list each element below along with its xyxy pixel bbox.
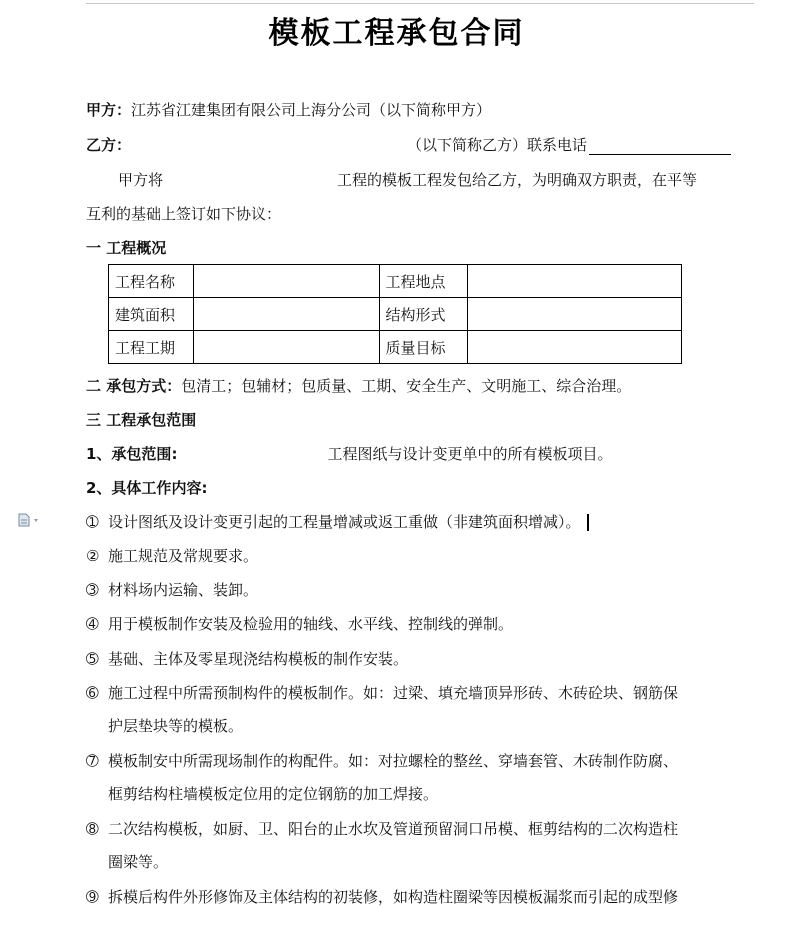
item-text: 模板制安中所需现场制作的构配件。如：对拉螺栓的整丝、穿墙套管、木砖制作防腐、 (108, 752, 679, 770)
header-rule (86, 3, 754, 4)
item-text: 施工规范及常规要求。 (108, 547, 259, 565)
cell-label: 结构形式 (379, 298, 468, 331)
table-row (109, 331, 682, 364)
scope-text: 工程图纸与设计变更单中的所有模板项目。 (327, 445, 613, 463)
section-1-heading: 一 工程概况 (86, 239, 167, 257)
list-item (86, 512, 589, 532)
work-content-label: 2、具体工作内容: (86, 479, 208, 497)
cell-value (193, 298, 379, 331)
cell-value (468, 331, 682, 364)
list-item-continuation: 框剪结构柱墙模板定位用的定位钢筋的加工焊接。 (108, 785, 439, 803)
list-item (86, 649, 408, 669)
item-number: ➅ (86, 684, 99, 702)
party-a-label: 甲方： (86, 101, 132, 119)
party-b-line (86, 135, 731, 155)
table-row (109, 298, 682, 331)
item-text: 设计图纸及设计变更引起的工程量增减或返工重做（非建筑面积增减）。 (108, 513, 581, 531)
item-number: ② (86, 547, 100, 565)
item-number: ➄ (86, 650, 99, 668)
cell-value (193, 265, 379, 298)
party-b-label: 乙方： (86, 136, 132, 154)
cell-value (468, 265, 682, 298)
item-text: 基础、主体及零星现浇结构模板的制作安装。 (108, 650, 409, 668)
document-icon[interactable] (17, 513, 41, 527)
intro-line-1 (118, 170, 697, 190)
item-number: ➂ (86, 581, 99, 599)
section-2-text: 包清工；包辅材；包质量、工期、安全生产、文明施工、综合治理。 (181, 377, 632, 395)
party-a-line (86, 100, 491, 120)
scope-label: 1、承包范围: (86, 445, 178, 463)
list-item (86, 751, 678, 771)
cell-label: 工程地点 (379, 265, 468, 298)
section-2-line (86, 376, 631, 396)
item-number: ➈ (86, 888, 99, 906)
document-title: 模板工程承包合同 (268, 16, 525, 51)
item-number: ➇ (86, 820, 99, 838)
list-item (86, 683, 678, 703)
item-number: ➀ (86, 513, 99, 531)
item-number: ➆ (86, 752, 99, 770)
cell-label: 建筑面积 (109, 298, 194, 331)
intro-text-b: 工程的模板工程发包给乙方，为明确双方职责，在平等 (337, 171, 698, 189)
phone-blank (589, 138, 731, 155)
section-2-heading: 二 承包方式： (86, 377, 182, 395)
section-3-heading: 三 工程承包范围 (86, 411, 197, 429)
list-item (86, 819, 678, 839)
party-a-text: 江苏省江建集团有限公司上海分公司（以下简称甲方） (131, 101, 492, 119)
intro-text-a: 甲方将 (118, 171, 164, 189)
cell-label: 工程工期 (109, 331, 194, 364)
item-text: 施工过程中所需预制构件的模板制作。如：过梁、填充墙顶异形砖、木砖砼块、钢筋保 (108, 684, 679, 702)
intro-line-2: 互利的基础上签订如下协议： (86, 205, 282, 223)
cell-label: 工程名称 (109, 265, 194, 298)
list-item (86, 580, 258, 600)
scope-line (86, 444, 612, 464)
text-cursor (587, 514, 589, 531)
item-text: 材料场内运输、装卸。 (108, 581, 259, 599)
list-item-continuation: 圈梁等。 (108, 853, 169, 871)
table-row (109, 265, 682, 298)
list-item (86, 614, 513, 634)
cell-value (468, 298, 682, 331)
list-item (86, 887, 678, 907)
item-text: 二次结构模板，如厨、卫、阳台的止水坎及管道预留洞口吊模、框剪结构的二次构造柱 (108, 820, 679, 838)
project-overview-table (108, 264, 682, 364)
item-text: 拆模后构件外形修饰及主体结构的初装修，如构造柱圈梁等因模板漏浆而引起的成型修 (108, 888, 679, 906)
item-number: ➃ (86, 615, 99, 633)
list-item (86, 546, 258, 566)
cell-label: 质量目标 (379, 331, 468, 364)
cell-value (193, 331, 379, 364)
item-text: 用于模板制作安装及检验用的轴线、水平线、控制线的弹制。 (108, 615, 514, 633)
party-b-text: （以下简称乙方）联系电话 (407, 136, 588, 154)
list-item-continuation: 护层垫块等的模板。 (108, 717, 244, 735)
